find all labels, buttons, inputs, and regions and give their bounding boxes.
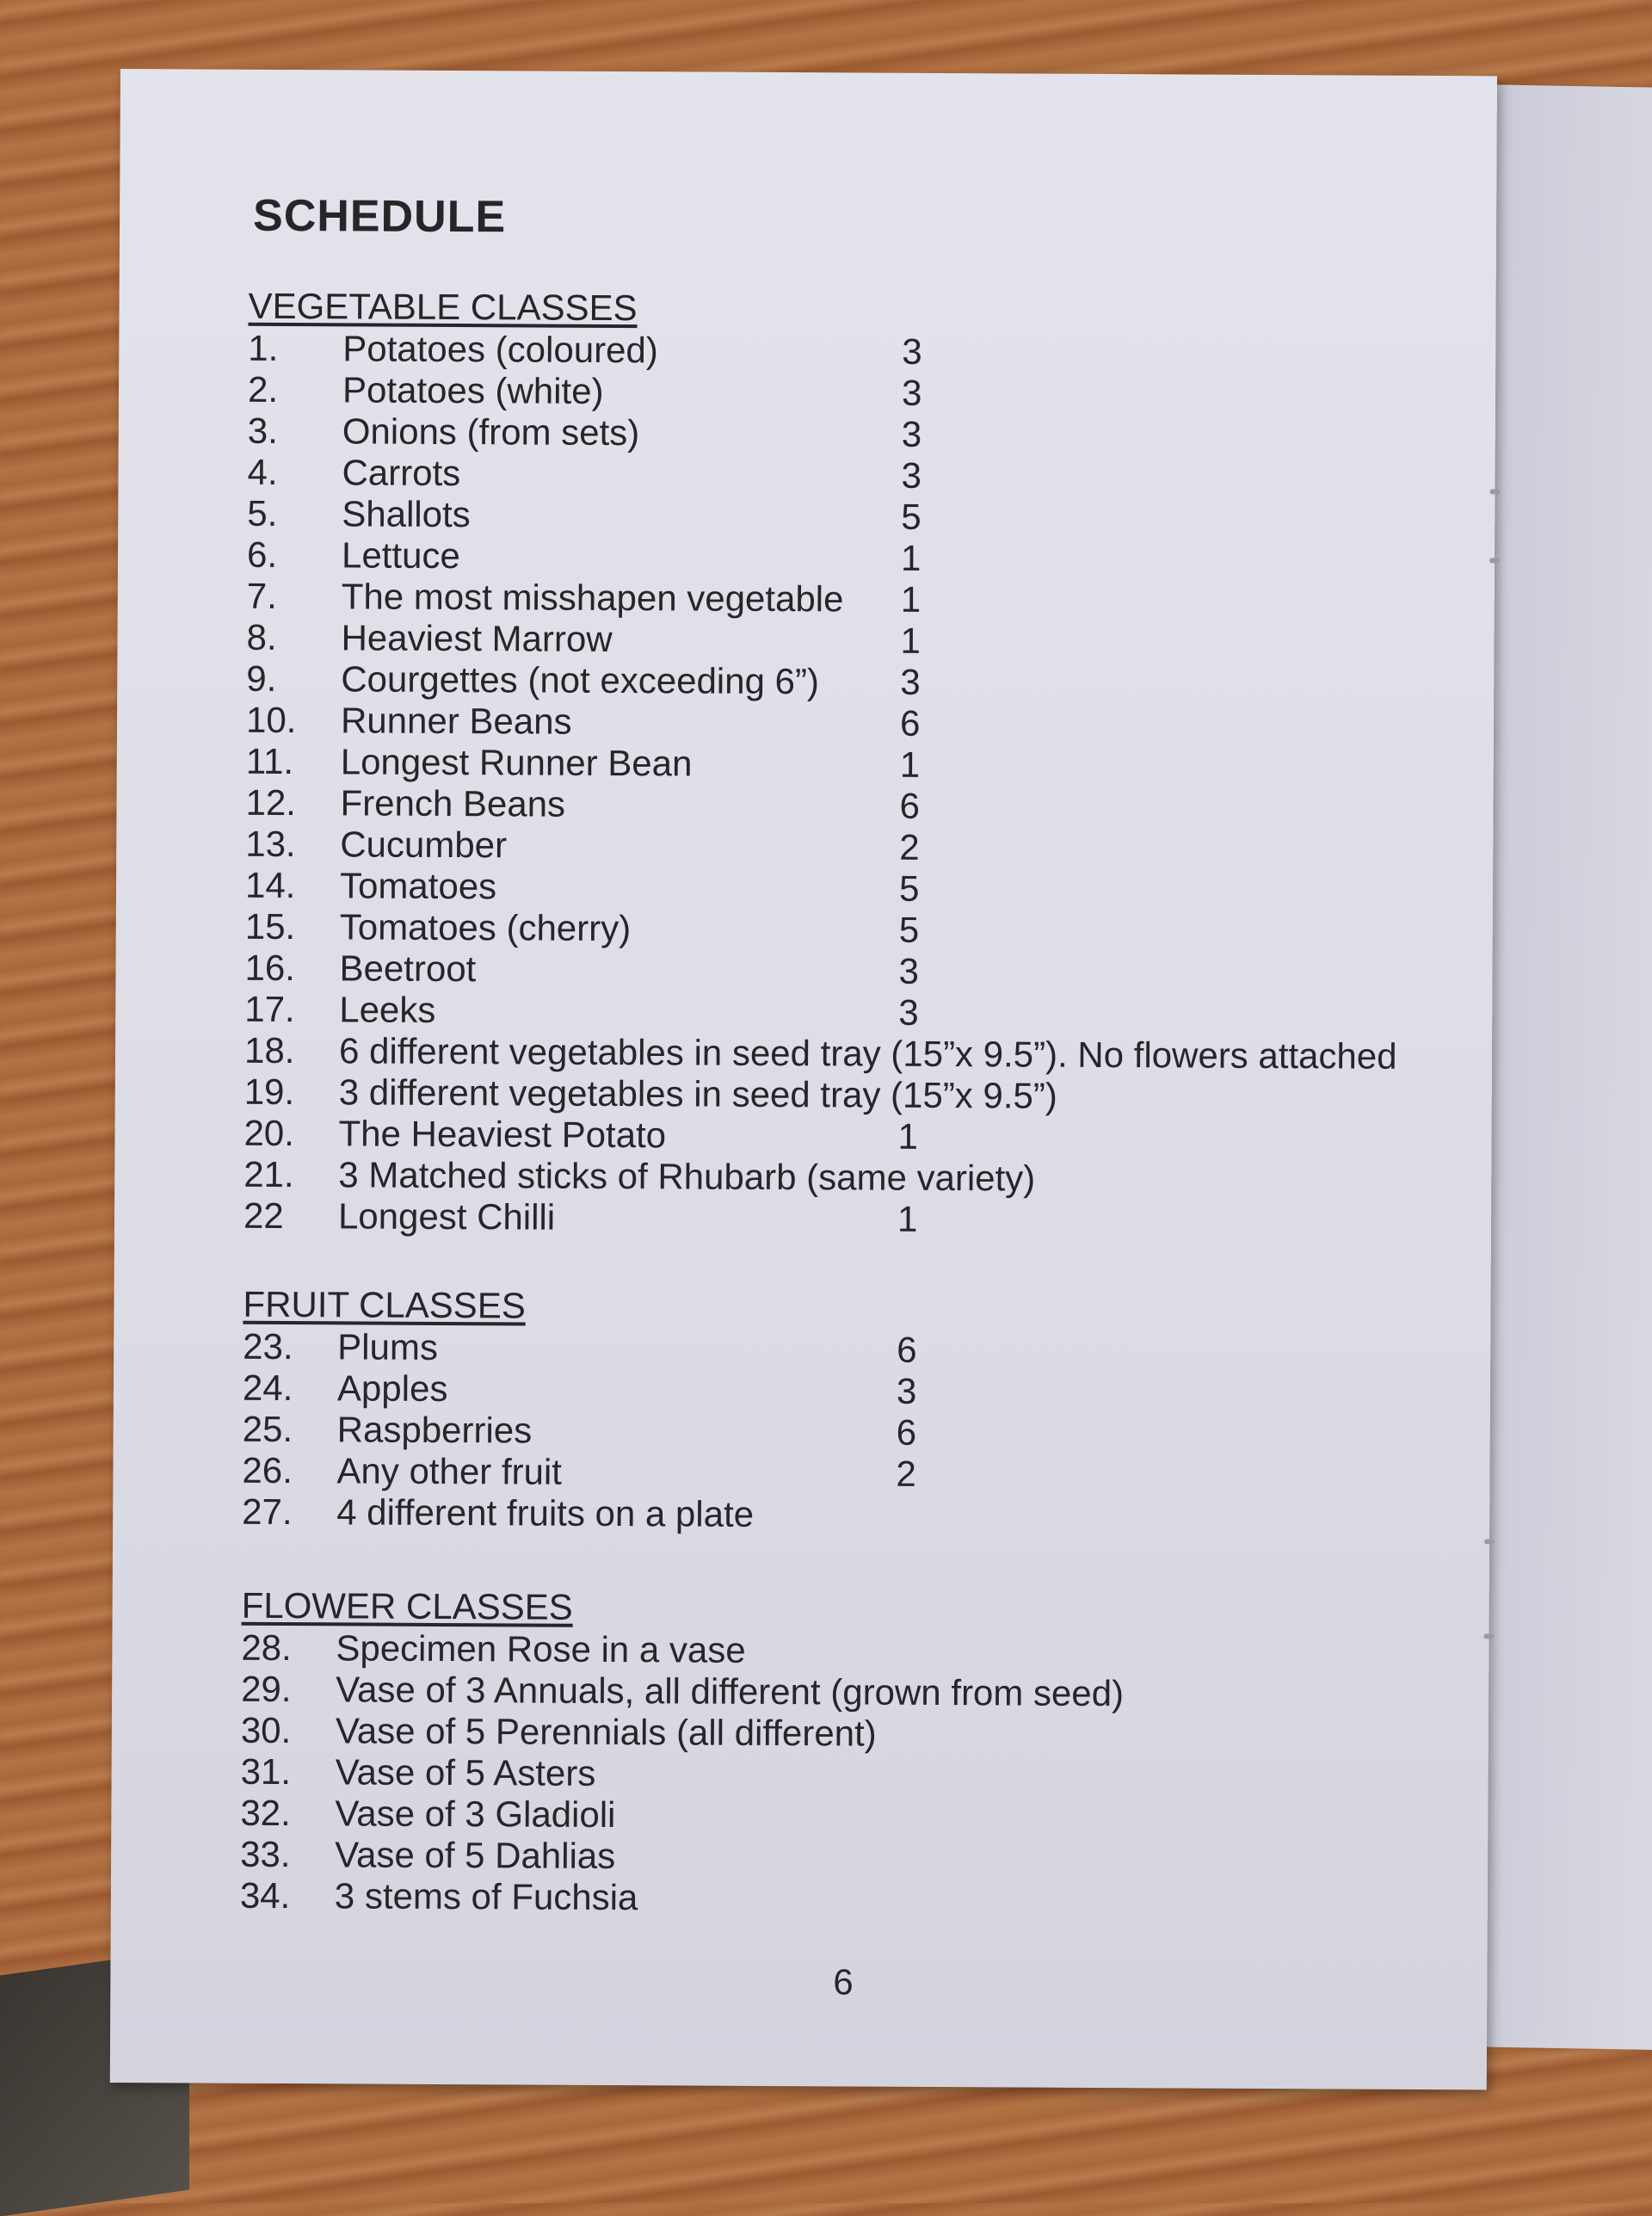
fruit-section — [242, 1283, 917, 1534]
class-number: 22 — [243, 1194, 284, 1237]
class-number: 27. — [242, 1491, 293, 1533]
class-quantity: 5 — [901, 496, 922, 537]
list-item — [240, 1750, 596, 1794]
class-name: Raspberries — [336, 1409, 533, 1451]
class-number: 4. — [247, 451, 278, 492]
list-item — [245, 823, 920, 867]
class-number: 9. — [246, 657, 277, 699]
list-item — [244, 947, 920, 991]
class-quantity: 6 — [896, 1411, 917, 1453]
page-number: 6 — [833, 1961, 854, 2003]
class-quantity: 3 — [901, 372, 922, 413]
class-quantity: 3 — [901, 413, 922, 454]
class-number: 11. — [245, 740, 294, 782]
list-item — [246, 657, 921, 702]
class-name: 6 different vegetables in seed tray (15”x 9.5”). No flowers attached — [338, 1030, 1397, 1077]
class-name: Longest Chilli — [337, 1195, 556, 1238]
class-quantity: 3 — [902, 330, 922, 372]
class-name: Tomatoes (cherry) — [339, 906, 632, 949]
class-name: Tomatoes — [339, 865, 497, 907]
list-item — [240, 1792, 616, 1836]
class-name: Runner Beans — [340, 700, 572, 742]
class-number: 20. — [243, 1112, 295, 1154]
staple — [1483, 1633, 1494, 1639]
class-list — [243, 327, 1397, 1239]
section-heading: VEGETABLE CLASSES — [248, 285, 638, 329]
class-number: 34. — [239, 1874, 291, 1917]
page-title: SCHEDULE — [252, 190, 507, 243]
class-quantity: 6 — [899, 785, 921, 826]
list-item — [247, 368, 922, 413]
list-item — [245, 740, 921, 785]
list-item — [245, 781, 921, 826]
class-name: Apples — [336, 1367, 448, 1410]
class-number: 21. — [243, 1153, 294, 1195]
class-number: 13. — [245, 823, 296, 865]
class-quantity: 6 — [897, 1329, 917, 1370]
list-item — [243, 1112, 919, 1157]
class-list — [242, 1325, 917, 1534]
class-name: French Beans — [340, 782, 566, 824]
class-name: Beetroot — [339, 948, 477, 990]
class-number: 12. — [245, 781, 297, 824]
class-number: 28. — [241, 1627, 292, 1669]
list-item — [243, 1325, 917, 1370]
class-number: 32. — [240, 1792, 291, 1834]
list-item — [247, 410, 922, 454]
list-item — [240, 1709, 877, 1754]
class-quantity: 2 — [899, 826, 920, 867]
list-item — [240, 1833, 616, 1877]
list-item — [243, 1153, 1036, 1199]
class-number: 24. — [242, 1367, 293, 1409]
class-quantity: 1 — [900, 578, 922, 620]
class-quantity: 3 — [898, 950, 920, 991]
class-name: 3 stems of Fuchsia — [334, 1875, 638, 1918]
class-name: Carrots — [342, 452, 461, 494]
list-item — [245, 699, 921, 744]
class-number: 15. — [244, 905, 296, 948]
class-name: The Heaviest Potato — [338, 1113, 667, 1156]
class-quantity: 3 — [898, 991, 919, 1033]
class-name: Vase of 5 Perennials (all different) — [335, 1710, 877, 1754]
class-number: 1. — [248, 327, 279, 368]
class-number: 29. — [241, 1668, 292, 1710]
class-number: 31. — [240, 1750, 292, 1793]
class-name: Vase of 3 Annuals, all different (grown from seed) — [336, 1669, 1125, 1714]
class-quantity: 5 — [898, 867, 920, 909]
class-number: 16. — [244, 947, 296, 989]
list-item — [244, 864, 920, 909]
class-name: Plums — [337, 1326, 439, 1367]
class-quantity: 1 — [900, 537, 922, 578]
class-name: Onions (from sets) — [342, 410, 640, 454]
class-number: 25. — [242, 1408, 293, 1450]
list-item — [244, 988, 919, 1033]
class-name: Longest Runner Bean — [340, 741, 693, 784]
list-item — [247, 492, 922, 537]
class-quantity: 1 — [899, 744, 921, 785]
class-name: The most misshapen vegetable — [341, 576, 844, 620]
class-name: Specimen Rose in a vase — [336, 1627, 746, 1670]
class-name: Any other fruit — [336, 1450, 563, 1492]
class-name: Vase of 5 Asters — [335, 1751, 596, 1793]
class-name: Potatoes (coloured) — [342, 328, 658, 371]
class-number: 23. — [243, 1325, 293, 1367]
list-item — [243, 1194, 918, 1239]
list-item — [243, 1071, 1057, 1116]
flower-section — [239, 1584, 1125, 1918]
class-quantity: 3 — [901, 454, 922, 496]
section-heading: FRUIT CLASSES — [243, 1283, 526, 1326]
class-number: 33. — [240, 1833, 291, 1875]
list-item — [248, 327, 922, 372]
staple — [1484, 1539, 1495, 1544]
class-quantity: 1 — [897, 1115, 919, 1157]
list-item — [242, 1491, 755, 1534]
class-name: Cucumber — [340, 824, 508, 866]
list-item — [242, 1408, 917, 1453]
class-name: Vase of 3 Gladioli — [335, 1793, 616, 1836]
list-item — [246, 616, 922, 661]
class-number: 3. — [247, 410, 278, 451]
class-quantity: 2 — [896, 1453, 916, 1494]
list-item — [247, 451, 922, 496]
class-name: Shallots — [342, 493, 471, 535]
class-number: 14. — [244, 864, 296, 906]
list-item — [244, 905, 920, 950]
class-name: 3 different vegetables in seed tray (15”x 9.5”) — [338, 1071, 1057, 1116]
list-item — [246, 575, 922, 620]
class-name: Heaviest Marrow — [341, 617, 613, 660]
class-number: 6. — [246, 534, 278, 575]
staple — [1489, 489, 1500, 494]
class-list — [239, 1627, 1125, 1918]
class-number: 7. — [246, 575, 277, 616]
class-name: 4 different fruits on a plate — [336, 1491, 755, 1534]
class-number: 18. — [243, 1029, 295, 1071]
class-number: 10. — [245, 699, 297, 741]
class-number: 30. — [240, 1709, 292, 1751]
class-number: 19. — [243, 1071, 295, 1113]
class-number: 17. — [244, 988, 295, 1030]
class-quantity: 1 — [900, 620, 922, 661]
list-item — [242, 1367, 917, 1411]
section-heading: FLOWER CLASSES — [241, 1584, 573, 1627]
list-item — [243, 1029, 1397, 1077]
booklet-page — [110, 69, 1497, 2089]
list-item — [241, 1668, 1125, 1714]
vegetable-section — [243, 285, 1397, 1239]
class-name: Leeks — [339, 989, 436, 1030]
class-quantity: 1 — [897, 1198, 918, 1239]
list-item — [241, 1627, 746, 1670]
list-item — [246, 534, 922, 578]
class-name: Courgettes (not exceeding 6”) — [341, 658, 820, 702]
list-item — [242, 1449, 916, 1494]
class-name: Lettuce — [341, 534, 460, 577]
staple — [1489, 558, 1500, 563]
class-quantity: 3 — [900, 661, 921, 702]
class-number: 2. — [247, 368, 279, 410]
class-quantity: 6 — [899, 702, 921, 744]
class-name: 3 Matched sticks of Rhubarb (same variety) — [338, 1154, 1036, 1199]
class-number: 5. — [247, 492, 278, 534]
list-item — [239, 1874, 638, 1918]
class-name: Potatoes (white) — [342, 369, 604, 411]
class-quantity: 3 — [896, 1370, 917, 1411]
class-quantity: 5 — [898, 909, 920, 950]
class-number: 8. — [246, 616, 277, 657]
class-number: 26. — [242, 1449, 293, 1491]
class-name: Vase of 5 Dahlias — [335, 1834, 616, 1877]
